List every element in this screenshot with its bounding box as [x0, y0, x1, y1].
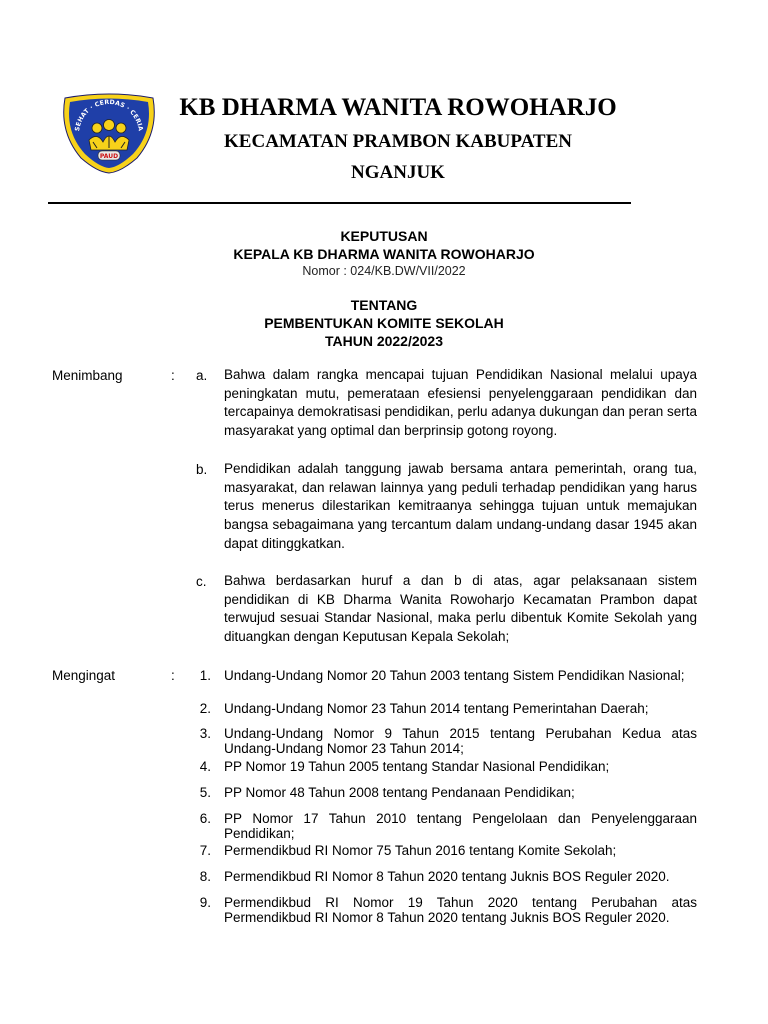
mengingat-item: PP Nomor 48 Tahun 2008 tentang Pendanaan Pendidikan;: [224, 785, 575, 800]
mengingat-item: Permendikbud RI Nomor 75 Tahun 2016 tentang Komite Sekolah;: [224, 843, 617, 858]
paud-logo: [59, 92, 159, 174]
mengingat-item: Undang-Undang Nomor 20 Tahun 2003 tentang Sistem Pendidikan Nasional;: [224, 668, 685, 683]
mengingat-marker: 2.: [199, 701, 211, 716]
mengingat-item: PP Nomor 17 Tahun 2010 tentang Pengelolaan dan Penyelenggaraan Pendidikan;: [224, 811, 697, 841]
menimbang-item: Pendidikan adalah tanggung jawab bersama antara pemerintah, orang tua, masyarakat, dan relawan lainnya yang peduli terhadap pendidikan yang harus terus menerus dilestarikan kemitraanya sehingga tujuan untuk memajukan bangsa sebagaimana yang tercantum dalam undang-undang dasar 1945 akan dapat ditinggkatkan.: [224, 461, 697, 551]
doc-kind: KEPUTUSAN: [340, 228, 428, 244]
letterhead-divider: [48, 202, 631, 204]
mengingat-marker: 6.: [199, 811, 211, 826]
mengingat-marker: 3.: [199, 726, 211, 741]
logo-arc-text: SEHAT · CERDAS · CERIA: [74, 98, 144, 132]
menimbang-marker: c.: [196, 574, 207, 589]
mengingat-item: Undang-Undang Nomor 9 Tahun 2015 tentang Perubahan Kedua atas Undang-Undang Nomor 23 Tahun 2014;: [224, 726, 697, 756]
institution-address: [160, 126, 636, 188]
institution-name: KB DHARMA WANITA ROWOHARJO: [179, 94, 617, 121]
menimbang-colon: :: [171, 368, 175, 383]
doc-about: TENTANG: [350, 297, 418, 313]
menimbang-item: Bahwa dalam rangka mencapai tujuan Pendidikan Nasional melalui upaya peningkatan mutu, pemerataan efesiensi penyelenggaraan pendidikan dan tercapainya demokratisasi pendidikan, perlu adanya dukungan dan peran serta masyarakat yang optimal dan berprinsip gotong royong.: [224, 367, 697, 439]
menimbang-label: Menimbang: [52, 368, 123, 383]
mengingat-item: Undang-Undang Nomor 23 Tahun 2014 tentang Pemerintahan Daerah;: [224, 701, 649, 716]
address-line-2: NGANJUK: [351, 162, 445, 183]
mengingat-marker: 9.: [199, 895, 211, 910]
doc-number: Nomor : 024/KB.DW/VII/2022: [302, 264, 466, 278]
doc-subject: PEMBENTUKAN KOMITE SEKOLAH: [264, 315, 504, 331]
mengingat-colon: :: [171, 668, 175, 683]
mengingat-item: Permendikbud RI Nomor 19 Tahun 2020 tentang Perubahan atas Permendikbud RI Nomor 8 Tahun 2020 tentang Juknis BOS Reguler 2020.: [224, 895, 697, 925]
mengingat-marker: 5.: [199, 785, 211, 800]
mengingat-marker: 1.: [199, 668, 211, 683]
doc-issuer: KEPALA KB DHARMA WANITA ROWOHARJO: [233, 246, 535, 262]
mengingat-marker: 4.: [199, 759, 211, 774]
menimbang-marker: a.: [196, 368, 208, 383]
menimbang-item: Bahwa berdasarkan huruf a dan b di atas, agar pelaksanaan sistem pendidikan di KB Dharma Wanita Rowoharjo Kecamatan Prambon dapat terwujud sesuai Standar Nasional, maka perlu dibentuk Komite Sekolah yang dituangkan dengan Keputusan Kepala Sekolah;: [224, 573, 697, 645]
paud-badge-text: PAUD: [99, 153, 119, 161]
mengingat-marker: 8.: [199, 869, 211, 884]
mengingat-label: Mengingat: [52, 668, 116, 683]
doc-year: TAHUN 2022/2023: [324, 333, 444, 349]
address-line-1: KECAMATAN PRAMBON KABUPATEN: [224, 131, 572, 152]
mengingat-item: PP Nomor 19 Tahun 2005 tentang Standar Nasional Pendidikan;: [224, 759, 610, 774]
mengingat-marker: 7.: [199, 843, 211, 858]
menimbang-marker: b.: [196, 462, 208, 477]
mengingat-item: Permendikbud RI Nomor 8 Tahun 2020 tentang Juknis BOS Reguler 2020.: [224, 869, 670, 884]
